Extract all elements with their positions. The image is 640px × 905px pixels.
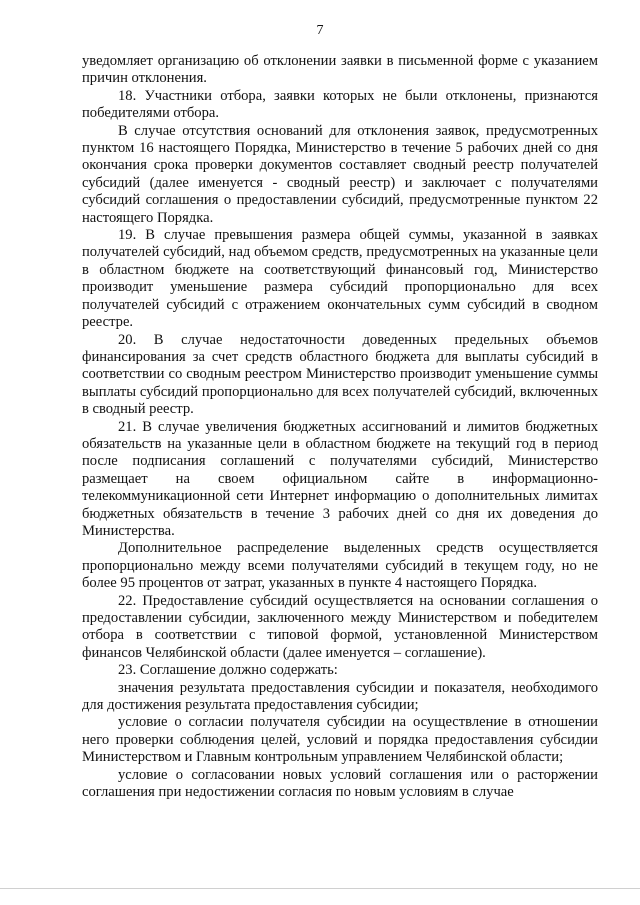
page-number: 7 <box>316 23 324 38</box>
paragraph-continuation: уведомляет организацию об отклонении заявки в письменной форме с указанием причин отклонения. <box>82 53 598 87</box>
agreement-clause-result-values: значения результата предоставления субсидии и показателя, необходимого для достижения результата предоставления субсидии; <box>82 679 598 714</box>
agreement-clause-inspection-consent: условие о согласии получателя субсидии на осуществление в отношении него проверки соблюдения целей, условий и порядка предоставления субсидии Министерством и Главным контрольным управлением Челябинской области; <box>82 714 598 766</box>
paragraph-21-distribution: Дополнительное распределение выделенных средств осуществляется пропорционально между всеми получателями субсидий в текущем году, но не более 95 процентов от затрат, указанных в пункте 4 настоящего Порядка. <box>82 540 598 592</box>
paragraph-22: 22. Предоставление субсидий осуществляется на основании соглашения о предоставлении субсидии, заключенного между Министерством и победителем отбора в соответствии с типовой формой, установленной Министерством финансов Челябинской области (далее именуется – соглашение). <box>82 592 598 661</box>
page-bottom-divider <box>0 888 640 889</box>
paragraph-19: 19. В случае превышения размера общей суммы, указанной в заявках получателей субсидий, над объемом средств, предусмотренных на указанные цели в областном бюджете на соответствующий финансовый год, Министерство производит уменьшение размера субсидий пропорционально для всех получателей субсидий с отражением окончательных сумм субсидий в сводном реестре. <box>82 227 598 331</box>
document-body <box>82 53 598 801</box>
paragraph-21: 21. В случае увеличения бюджетных ассигнований и лимитов бюджетных обязательств на указанные цели в областном бюджете на текущий год в период после подписания соглашений с получателями субсидий, Министерство размещает на своем официальном сайте в информационно-телекоммуникационной сети Интернет информацию о дополнительных лимитах бюджетных обязательств в течение 3 рабочих дней со дня их доведения до Министерства. <box>82 418 598 539</box>
agreement-clause-new-terms: условие о согласовании новых условий соглашения или о расторжении соглашения при недостижении согласия по новым условиям в случае <box>82 766 598 801</box>
paragraph-18-registry: В случае отсутствия оснований для отклонения заявок, предусмотренных пунктом 16 настоящего Порядка, Министерство в течение 5 рабочих дней со дня окончания срока проверки документов составляет сводный реестр получателей субсидий (далее именуется - сводный реестр) и заключает с получателями субсидий соглашения о предоставлении субсидий, предусмотренные пунктом 22 настоящего Порядка. <box>82 122 598 226</box>
paragraph-23: 23. Соглашение должно содержать: <box>118 662 338 679</box>
paragraph-18: 18. Участники отбора, заявки которых не были отклонены, признаются победителями отбора. <box>82 87 598 122</box>
paragraph-20: 20. В случае недостаточности доведенных предельных объемов финансирования за счет средств областного бюджета для выплаты субсидий в соответствии со сводным реестром Министерство производит уменьшение суммы выплаты субсидий пропорционально для всех получателей субсидий, включенных в сводный реестр. <box>82 331 598 418</box>
